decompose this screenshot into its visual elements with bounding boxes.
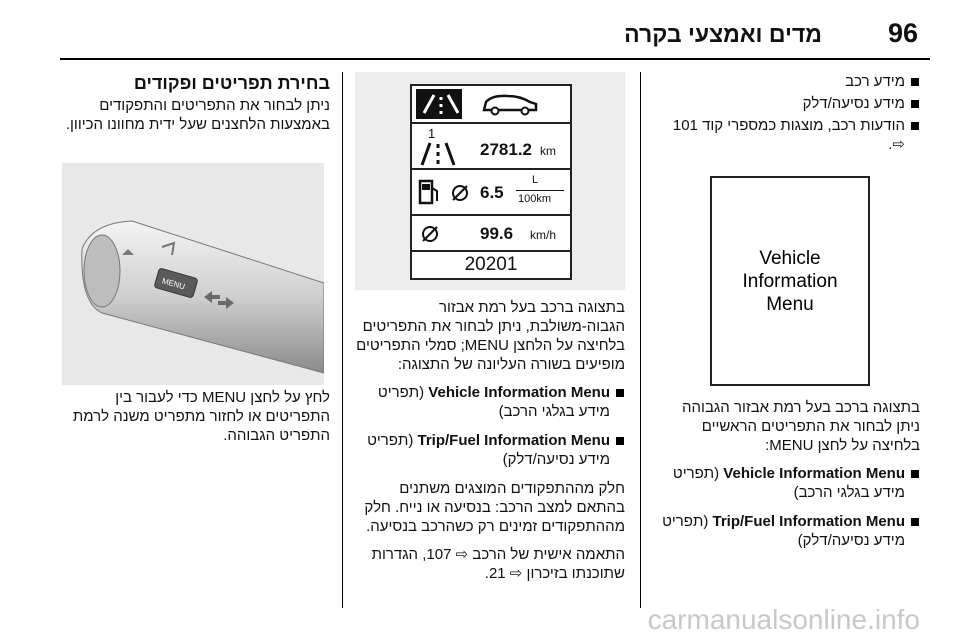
vehicle-info-menu-display [710,176,870,386]
right-menu-item-vehicle-he: (תפריט מידע בגלגי הרכב) [672,465,905,501]
page-title: מדים ואמצעי בקרה [624,21,822,47]
right-menu-list [655,464,920,550]
cluster-total-row [412,252,570,278]
trip-number: 1 [428,126,436,141]
vim-line-2: Information [742,270,838,292]
right-menu-item-vehicle [655,464,920,502]
info-bullet-list [655,72,920,154]
bullet-vehicle-info: מידע רכב [655,72,920,91]
stalk-illustration [62,163,324,385]
mid-menu-item-vehicle [355,383,625,421]
mid-paragraph-2: חלק מההתפקודים המוצגים משתנים בהתאם למצב הרכב: בנסיעה או נייח. חלק מההתפקודים זמינים רק כשהרכב בנסיעה. [364,480,625,535]
cluster-odometer-row [412,124,570,170]
mid-menu-list [355,383,625,469]
page-number: 96 [887,18,918,48]
bullet-vehicle-messages: הודעות רכב, מוצגות כמספרי קוד 101 ⇨. [655,116,920,154]
stalk-end-cap [84,235,120,307]
right-menu-item-trip [655,512,920,550]
section-title: בחירת תפריטים ופקודים [133,73,330,93]
cluster-speed-row [412,216,570,252]
cluster-fuel-row [412,170,570,216]
left-paragraph-1: ניתן לבחור את התפריטים והתפקודים באמצעות הלחצנים שעל ידית מחוונו הכיוון. [65,97,330,133]
middle-column-text [355,298,625,618]
average-speed-icon [420,224,440,244]
speed-value: 99.6 [480,224,514,243]
right-column-lower [655,398,920,618]
stalk-menu-label: MENU [160,276,187,292]
fuel-unit-top: L [532,174,539,186]
fuel-unit-divider [516,190,564,191]
watermark: carmanualsonline.info [647,604,920,635]
right-paragraph: בתצוגה ברכב בעל רמת אבזור הגבוהה ניתן לבחור את התפריטים הראשיים בלחיצה על לחצן MENU: [682,399,920,454]
mid-menu-item-trip [355,431,625,469]
stalk-body [82,221,324,373]
right-menu-item-trip-en: Trip/Fuel Information Menu [712,513,905,530]
mid-menu-item-vehicle-en: Vehicle Information Menu [428,384,610,401]
mid-menu-item-trip-en: Trip/Fuel Information Menu [417,432,610,449]
speed-unit: km/h [530,228,557,242]
page-header [60,14,930,54]
odometer-unit: km [540,144,556,158]
instrument-cluster-display [410,84,572,280]
mid-paragraph-1: בתצוגה ברכב בעל רמת אבזור הגבוה-משולבת, ניתן לבחור את התפריטים בלחיצה על הלחצן MENU; סמלי התפריטים מופיעים בשורה העליונה של התצוגה: [356,299,625,373]
trip-road-icon [416,138,462,168]
fuel-pump-icon [418,178,442,208]
left-column-bottom [60,388,330,618]
column-divider-left [342,72,343,608]
average-icon [450,183,470,203]
fuel-value: 6.5 [480,183,504,202]
right-menu-item-trip-he: (תפריט מידע נסיעה/דלק) [662,513,905,549]
bullet-trip-info: מידע נסיעה/דלק [655,94,920,113]
column-divider-right [640,72,641,608]
cluster-menu-icons [412,86,570,122]
turn-signal-stalk-figure [62,163,324,385]
mid-paragraph-3: התאמה אישית של הרכב ⇨ 107, הגדרות שתוכנתו בזיכרון ⇨ 21. [371,546,625,582]
left-paragraph-2: לחץ על לחצן MENU כדי לעבור בין התפריטים או לחזור מתפריט משנה לרמת התפריט הגבוהה. [72,389,330,444]
fuel-unit-bottom: 100km [518,193,552,205]
right-menu-item-vehicle-en: Vehicle Information Menu [723,465,905,482]
mid-menu-item-trip-he: (תפריט מידע נסיעה/דלק) [367,432,610,468]
vim-line-3: Menu [766,293,814,315]
mid-menu-item-vehicle-he: (תפריט מידע בגלגי הרכב) [377,384,610,420]
odometer-value: 2781.2 [480,140,532,159]
total-odometer: 20201 [464,254,518,275]
cluster-menu-row [412,86,570,124]
header-rule [60,58,930,60]
trip-menu-icon-bg [416,89,462,119]
vim-line-1: Vehicle [759,247,821,269]
